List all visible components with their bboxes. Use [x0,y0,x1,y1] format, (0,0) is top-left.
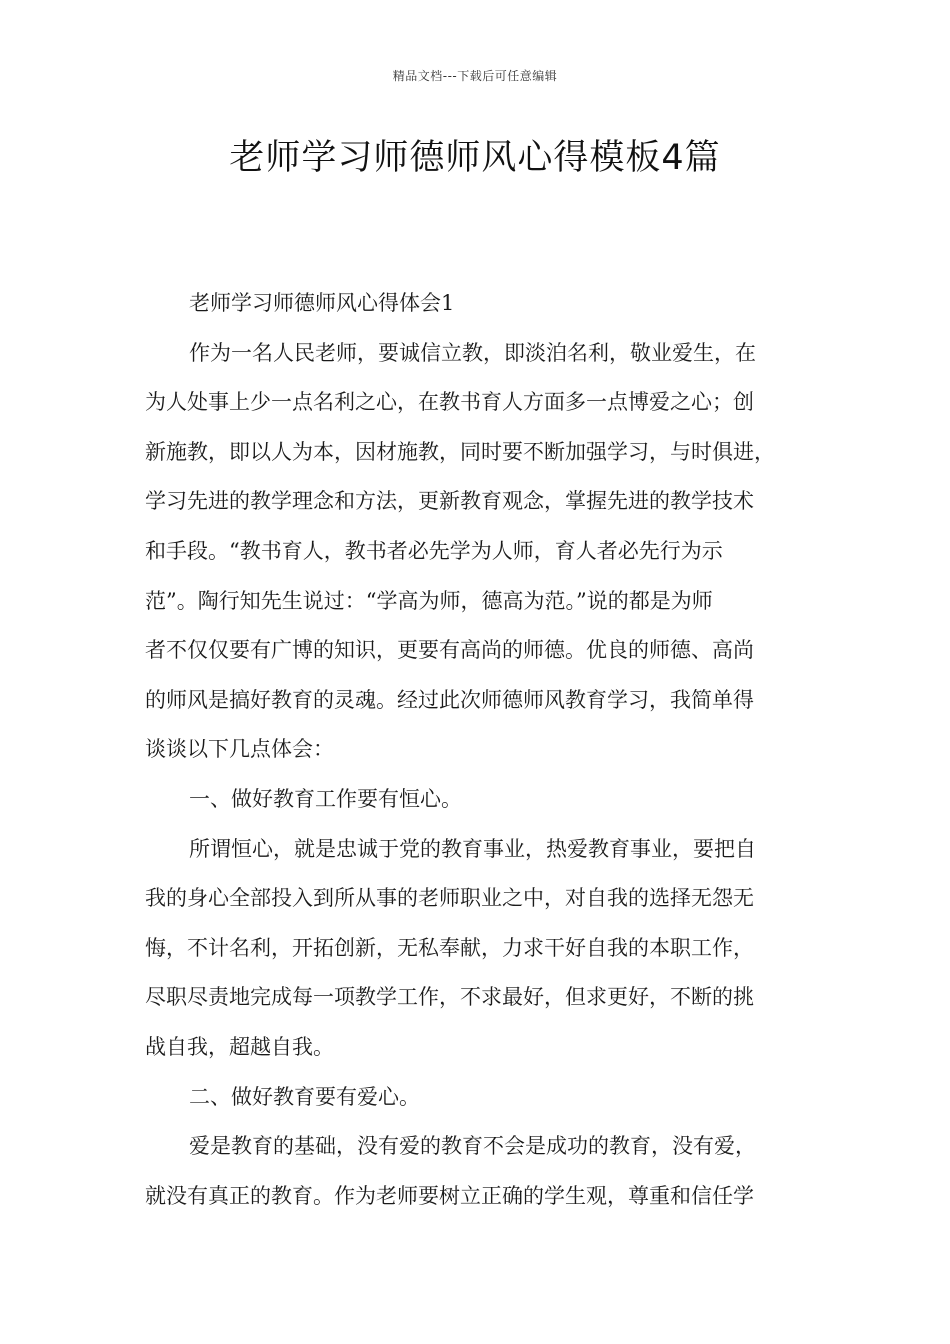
paragraph-line: 的师风是搞好教育的灵魂。经过此次师德师风教育学习，我简单得 [145,687,754,712]
paragraph-line: 学习先进的教学理念和方法，更新教育观念，掌握先进的教学技术 [145,489,754,514]
paragraph-line: 作为一名人民老师，要诚信立教，即淡泊名利，敬业爱生，在 [189,340,756,365]
document-title: 老师学习师德师风心得模板4篇 [229,138,721,178]
paragraph-line: 范”。陶行知先生说过：“学高为师，德高为范。”说的都是为师 [145,588,713,613]
paragraph-line: 老师学习师德师风心得体会1 [189,291,455,315]
paragraph-line: 就没有真正的教育。作为老师要树立正确的学生观，尊重和信任学 [145,1183,754,1208]
paragraph-line: 一、做好教育工作要有恒心。 [189,786,462,811]
paragraph-line: 新施教，即以人为本，因材施教，同时要不断加强学习，与时俱进， [145,439,775,464]
paragraph-line: 尽职尽责地完成每一项教学工作，不求最好，但求更好，不断的挑 [145,985,754,1010]
document-body [145,279,817,1221]
paragraph-line: 者不仅仅要有广博的知识，更要有高尚的师德。优良的师德、高尚 [145,638,754,663]
paragraph-line: 悔，不计名利，开拓创新，无私奉献，力求干好自我的本职工作， [145,935,754,960]
paragraph-line: 爱是教育的基础，没有爱的教育不会是成功的教育，没有爱， [189,1134,756,1159]
paragraph-line: 所谓恒心，就是忠诚于党的教育事业，热爱教育事业，要把自 [189,836,756,861]
paragraph-line: 战自我，超越自我。 [145,1034,334,1059]
paragraph-line: 谈谈以下几点体会： [145,737,334,762]
paragraph-line: 和手段。“教书育人，教书者必先学为人师，育人者必先行为示 [145,538,723,563]
paragraph-line: 为人处事上少一点名利之心，在教书育人方面多一点博爱之心；创 [145,390,754,415]
header-note: 精品文档---下载后可任意编辑 [392,69,558,83]
paragraph-line: 二、做好教育要有爱心。 [189,1084,420,1109]
paragraph-line: 我的身心全部投入到所从事的老师职业之中，对自我的选择无怨无 [145,886,754,911]
